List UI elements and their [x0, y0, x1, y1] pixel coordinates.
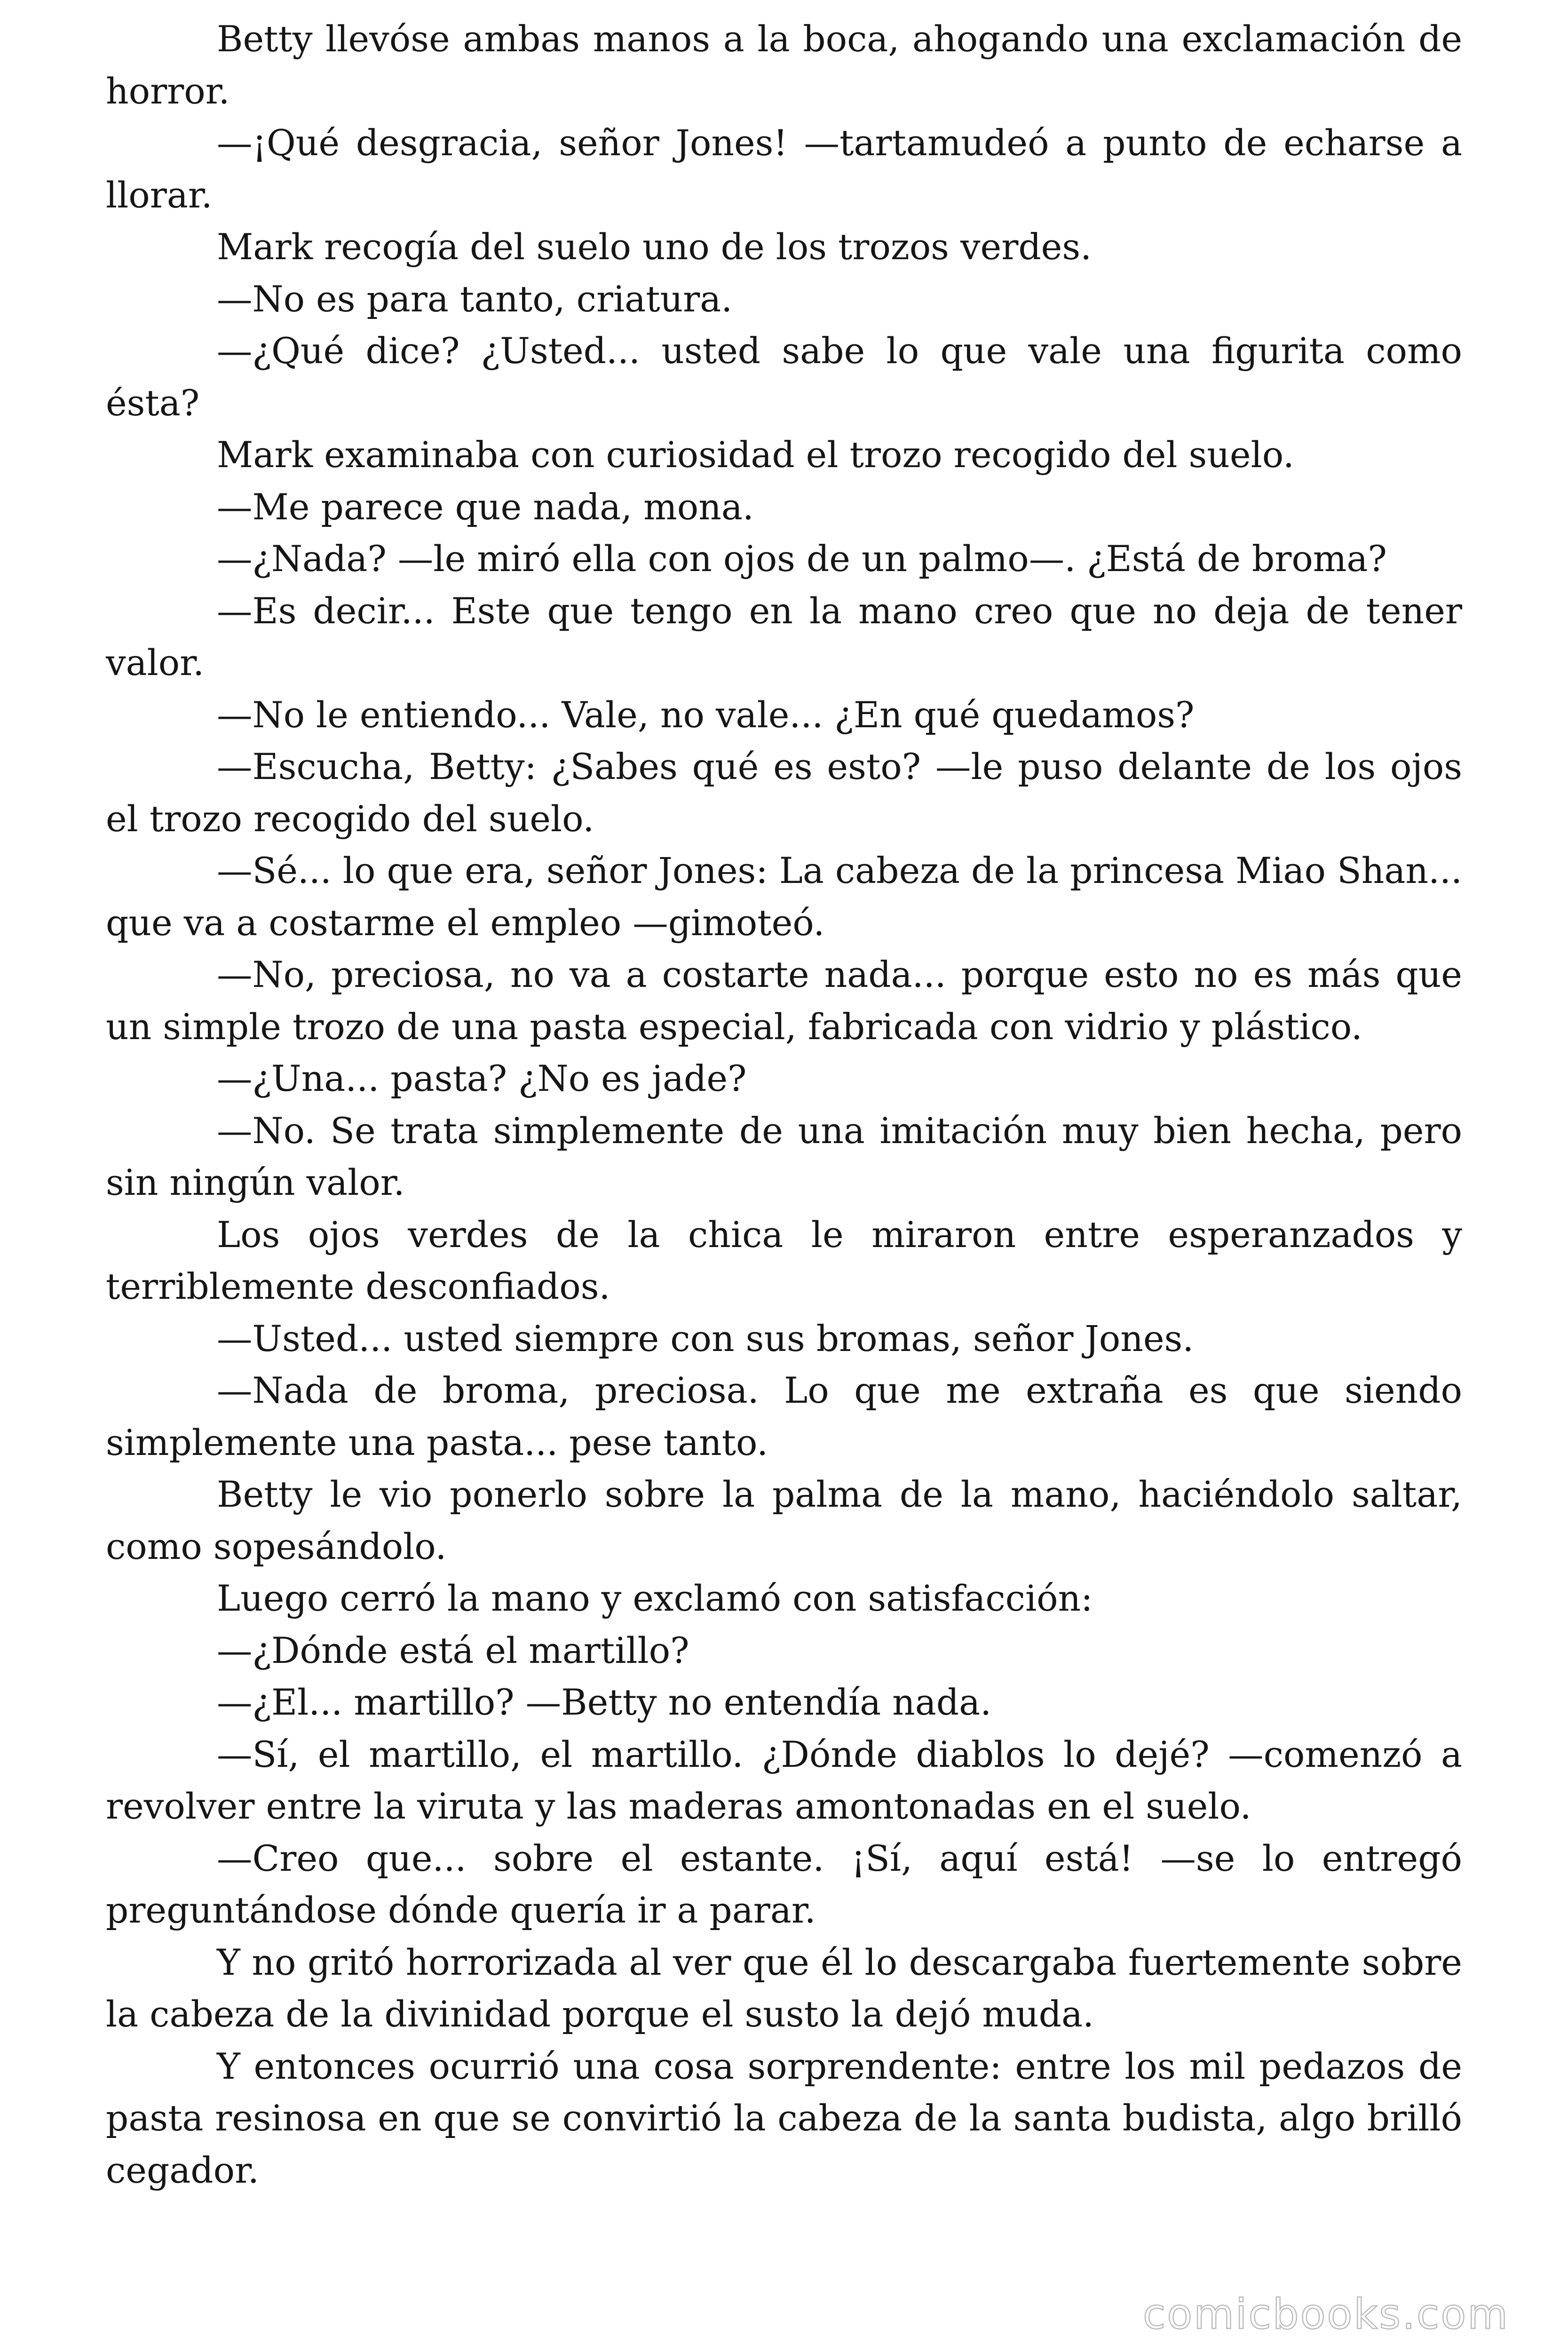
- paragraph: Mark examinaba con curiosidad el trozo recogido del suelo.: [217, 434, 1294, 476]
- watermark: comicbooks.com: [1142, 2290, 1509, 2338]
- paragraph: —¿Dónde está el martillo?: [217, 1629, 689, 1671]
- paragraph: —No, preciosa, no va a costarte nada... porque esto no es más que un simple trozo de una pasta especial, fabricada con vidrio y plástico.: [106, 954, 1462, 1048]
- paragraph: Betty llevóse ambas manos a la boca, ahogando una exclamación de horror.: [106, 18, 1462, 112]
- paragraph: —No. Se trata simplemente de una imitación muy bien hecha, pero sin ningún valor.: [106, 1110, 1462, 1203]
- paragraph: —¿El... martillo? —Betty no entendía nada.: [217, 1682, 992, 1723]
- paragraph: —Usted... usted siempre con sus bromas, señor Jones.: [217, 1318, 1194, 1359]
- book-page-text: [106, 13, 1462, 2196]
- paragraph: —¿Una... pasta? ¿No es jade?: [217, 1058, 747, 1099]
- paragraph: Luego cerró la mano y exclamó con satisfacción:: [217, 1578, 1093, 1619]
- paragraph: —Es decir... Este que tengo en la mano creo que no deja de tener valor.: [106, 590, 1462, 683]
- paragraph: —Creo que... sobre el estante. ¡Sí, aquí está! —se lo entregó preguntándose dónde quería ir a parar.: [106, 1837, 1462, 1931]
- paragraph: —Escucha, Betty: ¿Sabes qué es esto? —le puso delante de los ojos el trozo recogido del suelo.: [106, 746, 1462, 840]
- paragraph: —No le entiendo... Vale, no vale... ¿En qué quedamos?: [217, 694, 1195, 736]
- paragraph: —Sí, el martillo, el martillo. ¿Dónde diablos lo dejé? —comenzó a revolver entre la viruta y las maderas amontonadas en el suelo.: [106, 1733, 1462, 1827]
- paragraph: Betty le vio ponerlo sobre la palma de la mano, haciéndolo saltar, como sopesándolo.: [106, 1474, 1462, 1567]
- paragraph: Y entonces ocurrió una cosa sorprendente: entre los mil pedazos de pasta resinosa en que se convirtió la cabeza de la santa budista, algo brilló cegador.: [106, 2045, 1462, 2191]
- paragraph: —Me parece que nada, mona.: [217, 486, 754, 528]
- paragraph: Los ojos verdes de la chica le miraron entre esperanzados y terriblemente desconfiados.: [106, 1214, 1462, 1307]
- paragraph: —Sé... lo que era, señor Jones: La cabeza de la princesa Miao Shan... que va a costarme el empleo —gimoteó.: [106, 850, 1462, 944]
- paragraph: Y no gritó horrorizada al ver que él lo descargaba fuertemente sobre la cabeza de la divinidad porque el susto la dejó muda.: [106, 1941, 1462, 2035]
- paragraph: —¿Qué dice? ¿Usted... usted sabe lo que vale una figurita como ésta?: [106, 330, 1462, 424]
- paragraph: —Nada de broma, preciosa. Lo que me extraña es que siendo simplemente una pasta... pese tanto.: [106, 1370, 1462, 1463]
- paragraph: —¡Qué desgracia, señor Jones! —tartamudeó a punto de echarse a llorar.: [106, 122, 1462, 216]
- paragraph: Mark recogía del suelo uno de los trozos verdes.: [217, 226, 1092, 268]
- paragraph: —¿Nada? —le miró ella con ojos de un palmo—. ¿Está de broma?: [217, 538, 1387, 580]
- paragraph: —No es para tanto, criatura.: [217, 278, 733, 320]
